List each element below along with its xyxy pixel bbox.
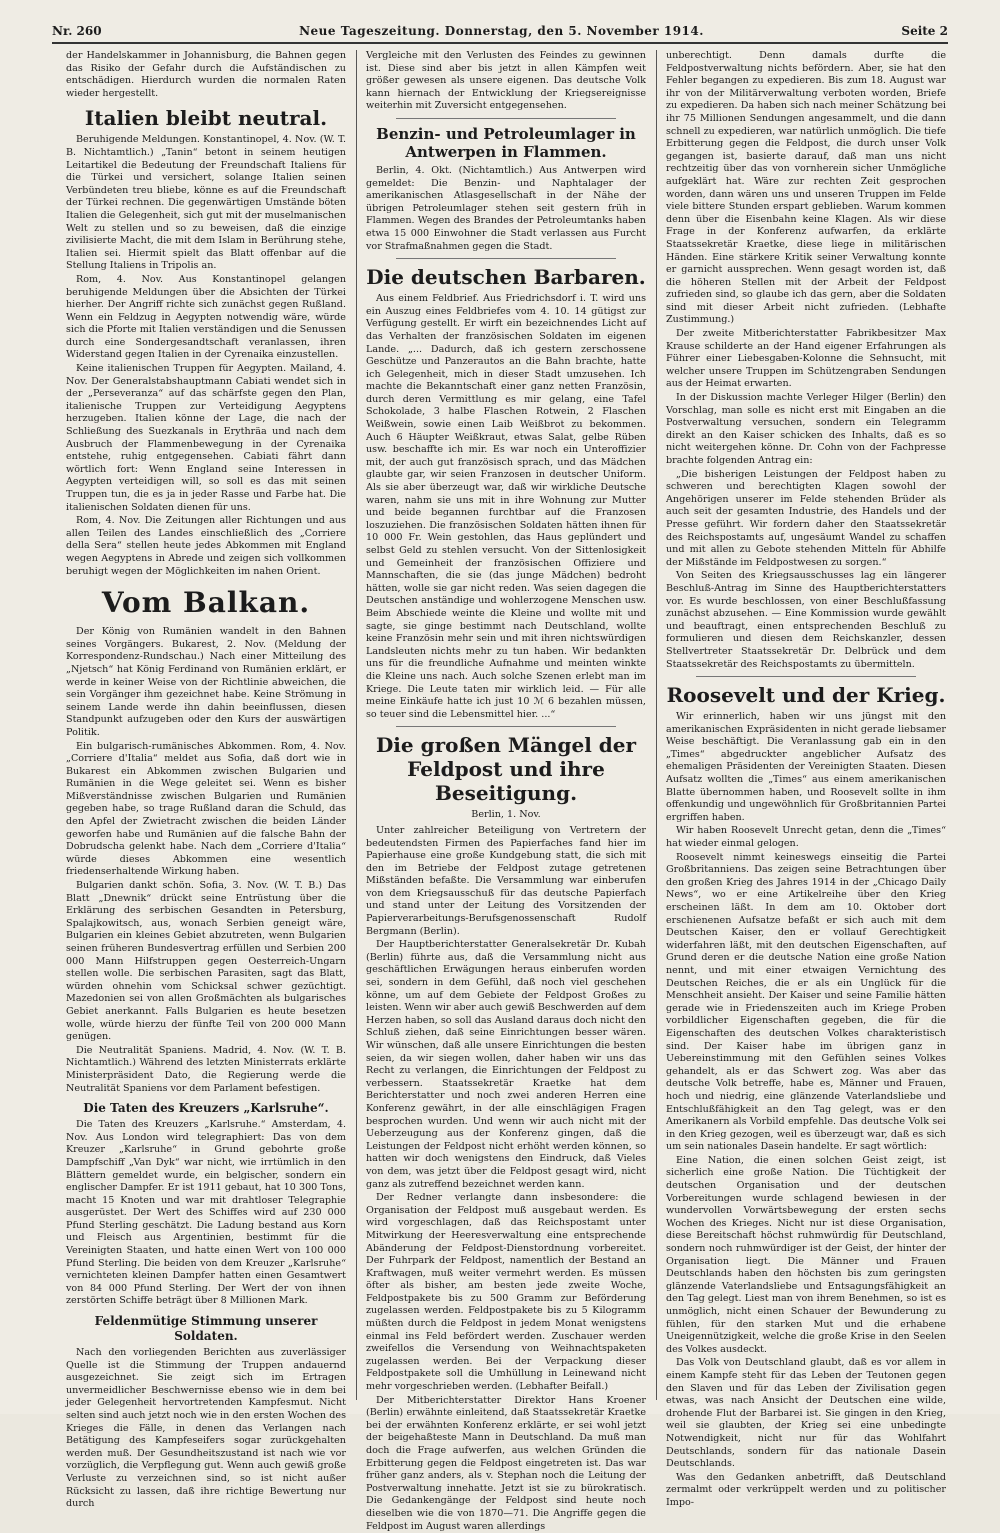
paragraph: Der zweite Mitberichterstatter Fabrikbesitzer Max Krause schilderte an der Hand eigener Erfahrungen als Führer einer Liebesgaben-Kolonne die Sehnsucht, mit welcher unsere Truppen im Schützengraben Sendungen aus der Heimat erwarten.: [666, 328, 946, 390]
paragraph: Der Redner verlangte dann insbesondere: die Organisation der Feldpost muß ausgebaut werden. Es wird vorgeschlagen, daß das Reichspostamt unter Mitwirkung der Heeresverwaltung eine entsprechende Abänderung der Feldpost-Dienstordnung vorbereitet. Der Fuhrpark der Feldpost, namentlich der Bestand an Kraftwagen, muß weiter vermehrt werden. Es müssen öfter als bisher, am besten jede zweite Woche, Feldpostpakete bis zu 500 Gramm zur Beförderung zugelassen werden. Feldpostpakete bis zu 5 Kilogramm müßten durch die Feldpost in jedem Monat wenigstens einmal ins Feld befördert werden. Zuschauer werden zweifellos die Versendung von Weihnachtspaketen zugelassen werden. Bei der Verpackung dieser Feldpostpakete soll die Umhüllung in Leinewand nicht mehr vorgeschrieben werden. (Lebhafter Beifall.): [366, 1192, 646, 1393]
separator: [696, 676, 916, 677]
headline-feldpost: Die großen Mängel der Feldpost und ihre Beseitigung.: [375, 733, 637, 806]
paragraph: Die Taten des Kreuzers „Karlsruhe.“ Amsterdam, 4. Nov. Aus London wird telegraphiert: Das von dem Kreuzer „Karlsruhe“ in Grund gebohrte große Dampfschiff „Van Dyk“ war nicht, wie irrtümlich in den Blättern gemeldet wurde, ein belgischer, sondern ein englischer Dampfer. Er ist 1911 gebaut, hat 10 300 Tons, macht 15 Knoten und war mit drahtloser Telegraphie ausgerüstet. Der Wert des Schiffes wird auf 230 000 Pfund Sterling geschätzt. Die Ladung bestand aus Korn und Fleisch aus Argentinien, bestimmt für die Vereinigten Staaten, und hatte einen Wert von 100 000 Pfund Sterling. Die beiden von dem Kreuzer „Karlsruhe“ vernichteten kleinen Dampfer hatten einen Gesamtwert von 84 000 Pfund Sterling. Der Wert der von ihnen zerstörten Schiffe beträgt über 8 Millionen Mark.: [66, 1119, 346, 1307]
paragraph: Ein bulgarisch-rumänisches Abkommen. Rom, 4. Nov. „Corriere d'Italia“ meldet aus Sofia, daß dort wie in Bukarest ein Abkommen zwischen Bulgarien und Rumänien in die Wege geleitet sei. Wenn es bisher Mißverständnisse zwischen Bulgarien und Rumänien gegeben habe, so trage Rußland daran die Schuld, das den Apfel der Zwietracht zwischen die beiden Länder geworfen habe und Rumänien auf die falsche Bahn der Dobrudscha gelenkt habe. Nach dem „Corriere d'Italia“ würde dieses Abkommen eine wesentlich friedenserhaltende Wirkung haben.: [66, 740, 346, 878]
page-number: Seite 2: [901, 24, 948, 38]
paragraph: Der Mitberichterstatter Direktor Hans Kroener (Berlin) erwähnte einleitend, daß Staatssekretär Kraetke bei der erwähnten Konferenz erklärte, er sei wohl jetzt der beigehaßteste Mann in Deutschland. Da muß man doch die Frage aufwerfen, aus welchen Gründen die Erbitterung gegen die Feldpost eingetreten ist. Das war früher ganz anders, als v. Stephan noch die Leitung der Postverwaltung innehatte. Jetzt ist sie zu bürokratisch. Die Gedankengänge der Feldpost sind heute noch dieselben wie die von 1870—71. Die Angriffe gegen die Feldpost im August waren allerdings: [366, 1394, 646, 1532]
column-2: [366, 50, 646, 1532]
paragraph: „Die bisherigen Leistungen der Feldpost haben zu schweren und berechtigten Klagen sowohl der Angehörigen unserer im Felde stehenden Brüder als auch seit der gesamten Industrie, des Handels und der Presse geführt. Wir fordern daher den Staatssekretär des Reichspostamts auf, ungesäumt Wandel zu schaffen und mit allen zu Gebote stehenden Mitteln für Abhilfe der Mißstände im Feldpostwesen zu sorgen.“: [666, 468, 946, 568]
paragraph: Beruhigende Meldungen. Konstantinopel, 4. Nov. (W. T. B. Nichtamtlich.) „Tanin“ betont in seinem heutigen Leitartikel die Bedeutung der Freundschaft Italiens für die Türkei und versichert, solange Italien seinen Verbündeten treu bliebe, könne es auf die Freundschaft der Türkei rechnen. Die gegenwärtigen Umstände böten Italien die Gelegenheit, sich gut mit der muselmanischen Welt zu stellen und so zu beweisen, daß die einzige zivilisierte Macht, die mit dem Islam in Berührung stehe, Italien sei. Hiermit spielt das Blatt offenbar auf die Stellung Italiens in Tripolis an.: [66, 134, 346, 272]
paragraph: Aus einem Feldbrief. Aus Friedrichsdorf i. T. wird uns ein Auszug eines Feldbriefes vom 4. 10. 14 gütigst zur Verfügung gestellt. Er wirft ein bezeichnendes Licht auf das Verhalten der französischen Soldaten im eigenen Lande. „... Dadurch, daß ich gestern zerschossene Geschütze und Panzerautos an die Bahn brachte, hatte ich Gelegenheit, mich in dieser Stadt umzusehen. Ich machte die Bekanntschaft einer ganz netten Französin, durch deren Vermittlung es mir gelang, eine Tafel Schokolade, 3 halbe Flaschen Rotwein, 2 Flaschen Weißwein, sowie einen Laib Weißbrot zu bekommen. Auch 6 Häupter Weißkraut, etwas Salat, gelbe Rüben usw. beschaffte ich mir. Es war noch ein Unteroffizier mit, der auch gut französisch sprach, und das Mädchen glaubte gar, wir seien Franzosen in deutscher Uniform. Als sie aber überzeugt war, daß wir wirkliche Deutsche waren, nahm sie uns mit in ihre Wohnung zur Mutter und beide begannen furchtbar auf die Franzosen loszuziehen. Die französischen Soldaten hätten ihnen für 10 000 Fr. Wein gestohlen, das Haus geplündert und selbst Geld zu stehlen versucht. Von der Sittenlosigkeit und Gemeinheit der französischen Offiziere und Mannschaften, die sie (das junge Mädchen) bedroht hätten, wolle sie gar nicht reden. Was seien dagegen die Deutschen anständige und wohlerzogene Menschen usw. Beim Abschiede weinte die Kleine und wollte mit und sagte, sie ginge bestimmt nach Deutschland, wollte keine Französin mehr sein und mit ihren nichtswürdigen Landsleuten nichts mehr zu tun haben. Wir bedankten uns für die freundliche Aufnahme und meinten winkte die Kleine uns nach. Auch solche Szenen erlebt man im Kriege. Die Leute taten mir wirklich leid. — Für alle meine Einkäufe hatte ich just 10 ℳ 6 bezahlen müssen, so teuer sind die Lebensmittel hier. ...“: [366, 293, 646, 720]
paragraph: Rom, 4. Nov. Aus Konstantinopel gelangen beruhigende Meldungen über die Absichten der Türkei hierher. Der Angriff richte sich zunächst gegen Rußland. Wenn ein Feldzug in Aegypten notwendig wäre, würde sich die Pforte mit Italien verständigen und die Senussen durch eine Sondergesandtschaft veranlassen, ihren Widerstand gegen Italien in der Cyrenaika einzustellen.: [66, 273, 346, 361]
paragraph: der Handelskammer in Johannisburg, die Bahnen gegen das Risiko der Gefahr durch die Aufständischen zu entschädigen. Hierdurch wurden die normalen Raten wieder hergestellt.: [66, 50, 346, 99]
newspaper-title-date: Neue Tageszeitung. Donnerstag, den 5. November 1914.: [299, 24, 704, 38]
paragraph: Vergleiche mit den Verlusten des Feindes zu gewinnen ist. Diese sind aber bis jetzt in allen Kämpfen weit größer gewesen als unsere eigenen. Das deutsche Volk kann hiernach der Entwicklung der Kriegsereignisse weiterhin mit Zuversicht entgegensehen.: [366, 50, 646, 112]
column-divider: [356, 50, 357, 1400]
paragraph: unberechtigt. Denn damals durfte die Feldpostverwaltung nichts befördern. Aber, sie hat den Fehler begangen zu expedieren. Bis zum 18. August war ihr von der Militärverwaltung verboten worden, Briefe zu expedieren. Da haben sich nach meiner Schätzung bei ihr 75 Millionen Sendungen angesammelt, und die dann schnell zu expedieren, war natürlich unmöglich. Die tiefe Erbitterung gegen die Feldpost, die durch unser Volk gegangen ist, basierte darauf, daß man uns nicht rechtzeitig über das von vornherein sicher Unmögliche aufgeklärt hat. Wäre zur rechten Zeit gesprochen worden, dann wären uns und unseren Truppen im Felde viele bittere Stunden erspart geblieben. Warum kommen denn über die Eisenbahn keine Klagen. Als wir diese Frage in der Konferenz aufwarfen, da erklärte Staatssekretär Kraetke, diese liege in militärischen Händen. Eine stärkere Kritik seiner Verwaltung konnte er garnicht aussprechen. Wenn gesagt worden ist, daß die höheren Stellen mit der Arbeit der Feldpost zufrieden sind, so glaube ich das gern, aber die Soldaten sind mit dieser Arbeit nicht zufrieden. (Lebhafte Zustimmung.): [666, 50, 946, 326]
separator: [396, 726, 616, 727]
paragraph: In der Diskussion machte Verleger Hilger (Berlin) den Vorschlag, man solle es nicht erst mit Eingaben an die Postverwaltung versuchen, sondern ein Telegramm direkt an den Kaiser schicken des Inhalts, daß es so nicht weitergehen könne. Dr. Cohn von der Fachpresse brachte folgenden Antrag ein:: [666, 392, 946, 466]
paragraph: Roosevelt nimmt keineswegs einseitig die Partei Großbritanniens. Das zeigen seine Betrachtungen über den großen Krieg des Jahres 1914 in der „Chicago Daily News“, wo er eine Artikelreihe über den Krieg erscheinen läßt. In dem am 10. Oktober dort erschienenen Aufsatze befaßt er sich auch mit dem Deutschen Kaiser, den er vollauf Gerechtigkeit widerfahren läßt, mit den deutschen Eigenschaften, auf Grund deren er die deutsche Nation eine große Nation nennt, und mit einer etwaigen Vernichtung des Deutschen Reiches, die er als ein Unglück für die Menschheit ansieht. Der Kaiser und seine Familie hätten gerade wie in Friedenszeiten auch im Kriege Proben vorbildlicher Eigenschaften gegeben, die für die Eigenschaften des deutschen Volkes charakteristisch sind. Der Kaiser habe im übrigen ganz in Uebereinstimmung mit den Gefühlen seines Volkes gehandelt, als er das Schwert zog. Was aber das deutsche Volk betreffe, habe es, Männer und Frauen, hoch und niedrig, eine glänzende Vaterlandsliebe und Entschlußfähigkeit an den Tag gelegt, was er den Amerikanern als Vorbild empfehle. Das deutsche Volk sei in den Krieg gezogen, weil es überzeugt war, daß es sich um sein nationales Dasein handelte. Er sagt wörtlich:: [666, 851, 946, 1153]
headline-barbaren: Die deutschen Barbaren.: [366, 265, 646, 290]
article-columns: [66, 50, 946, 1532]
headline-balkan: Vom Balkan.: [101, 586, 311, 620]
paragraph: Nach den vorliegenden Berichten aus zuverlässiger Quelle ist die Stimmung der Truppen andauernd ausgezeichnet. Sie zeigt sich im Ertragen unvermeidlicher Beschwernisse ebenso wie in dem bei jeder Gelegenheit hervortretenden Kampfesmut. Nicht selten sind auch jetzt noch wie in den ersten Wochen des Krieges die Fälle, in denen das Verlangen nach Betätigung des Kampfeseifers sogar zurückgehalten werden muß. Der Gesundheitszustand ist nach wie vor vorzüglich, die Verpflegung gut. Wenn auch gewiß große Verluste zu verzeichnen sind, so ist nicht außer Rücksicht zu lassen, daß ihre richtige Bewertung nur durch: [66, 1347, 346, 1510]
headline-karlsruhe: Die Taten des Kreuzers „Karlsruhe“.: [83, 1101, 329, 1116]
paragraph: Unter zahlreicher Beteiligung von Vertretern der bedeutendsten Firmen des Papierfaches fand hier im Papierhause eine große Kundgebung statt, die sich mit den im Betriebe der Feldpost zutage getretenen Mißständen befaßte. Die Versammlung war einberufen von dem Kriegsausschuß für das deutsche Papierfach und stand unter der Leitung des Vorsitzenden der Papierverarbeitungs-Berufsgenossenschaft Rudolf Bergmann (Berlin).: [366, 824, 646, 937]
paragraph: Berlin, 4. Okt. (Nichtamtlich.) Aus Antwerpen wird gemeldet: Die Benzin- und Naphtalager der amerikanischen Atlasgesellschaft in der Nähe der übrigen Petroleumlager stehen seit gestern früh in Flammen. Wegen des Brandes der Petroleumtanks haben etwa 15 000 Einwohner die Stadt verlassen aus Furcht vor Strafmaßnahmen gegen die Stadt.: [366, 164, 646, 252]
headline-stimmung: Feldenmütige Stimmung unserer Soldaten.: [94, 1314, 318, 1344]
paragraph: Von Seiten des Kriegsausschusses lag ein längerer Beschluß-Antrag im Sinne des Hauptberichterstatters vor. Es wurde beschlossen, von einer Beschlußfassung zunächst abzusehen. — Eine Kommission wurde gewählt und beauftragt, einen entsprechenden Beschluß zu formulieren und diesen dem Reichskanzler, dessen Stellvertreter Staatssekretär Dr. Delbrück und dem Staatssekretär des Reichspostamts zu übermitteln.: [666, 570, 946, 670]
issue-number: Nr. 260: [52, 24, 102, 38]
headline-roosevelt: Roosevelt und der Krieg.: [666, 683, 946, 708]
separator: [396, 258, 616, 259]
column-divider: [656, 50, 657, 1400]
column-1: [66, 50, 346, 1510]
paragraph: Die Neutralität Spaniens. Madrid, 4. Nov. (W. T. B. Nichtamtlich.) Während des letzten Ministerrats erklärte Ministerpräsident Dato, die Regierung werde die Neutralität Spaniens vor dem Parlament befestigen.: [66, 1044, 346, 1094]
paragraph: Was den Gedanken anbetrifft, daß Deutschland zermalmt oder verkrüppelt werden und zu politischer Impo-: [666, 1471, 946, 1508]
paragraph: Keine italienischen Truppen für Aegypten. Mailand, 4. Nov. Der Generalstabshauptmann Cabiati wendet sich in der „Perseveranza“ auf das schärfste gegen den Plan, italienische Truppen zur Verteidigung Aegyptens herzugeben. Italien könne der Lage, die nach der Schließung des Suezkanals in Erythräa und nach dem Ausbruch der Flammenbewegung in der Cyrenaika entstehe, ruhig entgegensehen. Cabiati fährt dann wörtlich fort: Wenn England seine Interessen in Aegypten verteidigen will, so soll es das mit seinen Truppen tun, die es ja in jeder Rasse und Farbe hat. Die italienischen Soldaten dienen für uns.: [66, 363, 346, 513]
paragraph: Bulgarien dankt schön. Sofia, 3. Nov. (W. T. B.) Das Blatt „Dnewnik“ drückt seine Entrüstung über die Erklärung des serbischen Gesandten in Petersburg, Spalajkowitsch, aus, wonach Serbien geneigt wäre, Bulgarien ein kleines Gebiet abzutreten, wenn Bulgarien seinen früheren Bundesvertrag erfüllen und Serbien 200 000 Mann Hilfstruppen gegen Oesterreich-Ungarn stellen wolle. Die serbischen Parasiten, sagt das Blatt, würden ohnehin vom Schicksal schwer gezüchtigt. Mazedonien sei von allen Großmächten als bulgarisches Gebiet anerkannt. Falls Bulgarien es heute besetzen wolle, würde hierzu der fünfte Teil von 200 000 Mann genügen.: [66, 880, 346, 1043]
masthead: [52, 14, 948, 44]
paragraph: Wir erinnerlich, haben wir uns jüngst mit den amerikanischen Expräsidenten in nicht gerade liebsamer Weise beschäftigt. Die Veranlassung gab ein in den „Times“ abgedruckter angeblicher Aufsatz des ehemaligen Präsidenten der Vereinigten Staaten. Diesen Aufsatz wollten die „Times“ aus einem amerikanischen Blatte übernommen haben, und Roosevelt sollte in ihm offenkundig und ungewöhnlich für Großbritannien Partei ergriffen haben.: [666, 711, 946, 823]
dateline: Berlin, 1. Nov.: [471, 809, 541, 821]
paragraph: Der König von Rumänien wandelt in den Bahnen seines Vorgängers. Bukarest, 2. Nov. (Meldung der Korrespondenz-Rundschau.) Nach einer Mitteilung des „Njetsch“ hat König Ferdinand von Rumänien erklärt, er werde in keiner Weise von der Richtlinie abweichen, die sein Vorgänger ihm gezeichnet habe. Keine Strömung in seinem Lande werde ihn dahin beeinflussen, diesen Standpunkt aufzugeben oder den Kurs der auswärtigen Politik.: [66, 626, 346, 738]
paragraph: Eine Nation, die einen solchen Geist zeigt, ist sicherlich eine große Nation. Die Tüchtigkeit der deutschen Organisation und der deutschen Vorbereitungen wurde schlagend bewiesen in der wundervollen Vorwärtsbewegung der ersten sechs Wochen des Krieges. Nicht nur ist diese Organisation, diese Bereitschaft höchst ruhmwürdig für Deutschland, sondern noch ruhmwürdiger ist der Geist, der hinter der Organisation liegt. Die Männer und Frauen Deutschlands haben den höchsten bis zum geringsten glänzende Vaterlandsliebe und Entsagungsfähigkeit an den Tag gelegt. Liest man von ihrem Benehmen, so ist es unmöglich, nicht einen Schauer der Bewunderung zu fühlen, für den starken Mut und die erhabene Uneigennützigkeit, welche die große Krise in den Seelen des Volkes ausdeckt.: [666, 1154, 946, 1355]
separator: [396, 118, 616, 119]
headline-italien: Italien bleibt neutral.: [84, 106, 328, 131]
paragraph: Der Hauptberichterstatter Generalsekretär Dr. Kubah (Berlin) führte aus, daß die Versammlung nicht aus geschäftlichen Erwägungen heraus einberufen worden sei, sondern in dem Gefühl, daß noch viel geschehen könne, um auf dem Gebiete der Feldpost Großes zu leisten. Wenn wir aber auch gewiß Beschwerden auf dem Herzen haben, so soll das Ausland daraus doch nicht den Schluß ziehen, daß seine Einrichtungen besser wären. Wir wünschen, daß alle unsere Einrichtungen die besten seien, da wir siegen wollen, daher haben wir uns das Recht zu verlangen, die Einrichtungen der Feldpost zu verbessern. Staatssekretär Kraetke hat dem Berichterstatter und noch zwei anderen Herren eine Konferenz gewährt, in der alle einschlägigen Fragen besprochen wurden. Und wenn wir auch nicht mit der Ueberzeugung aus der Konferenz gingen, daß die Leistungen der Feldpost nicht erhöht werden können, so hatten wir doch wenigstens den Eindruck, daß Vieles von dem, was jetzt über die Feldpost gesagt wird, nicht ganz als zutreffend bezeichnet werden kann.: [366, 939, 646, 1190]
paragraph: Rom, 4. Nov. Die Zeitungen aller Richtungen und aus allen Teilen des Landes einschließlich des „Corriere della Sera“ stellen heute jedes Abkommen mit England wegen Aegyptens in Abrede und zeigen sich vollkommen beruhigt wegen der Möglichkeiten im nahen Orient.: [66, 515, 346, 577]
headline-benzin: Benzin- und Petroleumlager in Antwerpen in Flammen.: [376, 124, 636, 161]
column-3: [666, 50, 946, 1508]
paragraph: Wir haben Roosevelt Unrecht getan, denn die „Times“ hat wieder einmal gelogen.: [666, 825, 946, 850]
paragraph: Das Volk von Deutschland glaubt, daß es vor allem in einem Kampfe steht für das Leben der Teutonen gegen den Slaven und für das Leben der Zivilisation gegen etwas, was nach Ansicht der Deutschen eine wilde, drohende Flut der Barbarei ist. Sie gingen in den Krieg, weil sie glaubten, der Krieg sei eine unbedingte Notwendigkeit, nicht nur für das Wohlfahrt Deutschlands, sondern für das nationale Dasein Deutschlands.: [666, 1357, 946, 1470]
